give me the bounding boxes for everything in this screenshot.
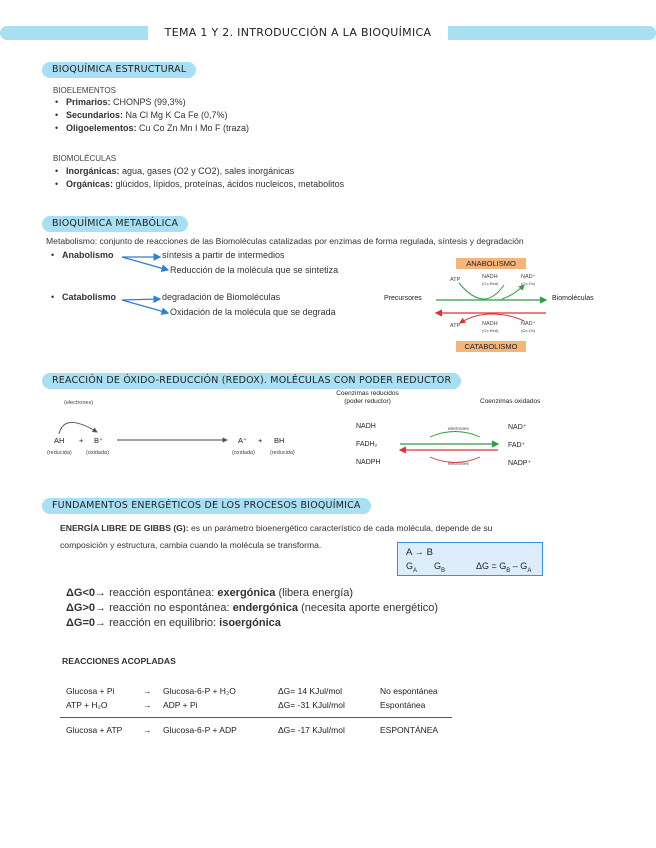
- reducida-1: (reducida): [47, 450, 72, 456]
- catabolismo-label: CATABOLISMO: [456, 341, 526, 352]
- reaction-result: ESPONTÁNEA: [380, 725, 439, 735]
- catabolism-curve: [460, 314, 524, 323]
- biomoleculas-label: Biomoléculas: [552, 295, 594, 302]
- oxidados-header: Coenzimas oxidados: [480, 398, 541, 405]
- reaction-right: Glucosa-6-P + H₂O: [163, 686, 236, 696]
- title-banner: [0, 24, 656, 42]
- coenzyme-oxidized: NAD⁺: [508, 424, 527, 431]
- reducida-2: (reducida): [270, 450, 295, 456]
- condition-isoergonic: ΔG=0→ reacción en equilibrio: isoergónica: [66, 617, 281, 629]
- plus-2: +: [258, 436, 263, 445]
- metabolismo-definition: Metabolismo: conjunto de reacciones de las Biomoléculas catalizadas por enzimas de forma regulada, síntesis y degradación: [46, 236, 524, 246]
- coenzyme-reduced: NADPH: [356, 459, 381, 466]
- oxidada-2: (oxidada): [232, 450, 255, 456]
- electron-out-curve: [430, 432, 480, 438]
- nadh-bottom: NADH: [482, 321, 498, 327]
- reaction-right: ADP + Pi: [163, 700, 198, 710]
- nad-top: NAD⁺: [521, 274, 536, 280]
- anabolismo-label: ANABOLISMO: [456, 258, 526, 269]
- plus-1: +: [79, 436, 84, 445]
- section-header-metabolica: BIOQUÍMICA METABÓLICA: [42, 216, 188, 232]
- reaction-dg: ΔG= 14 KJul/mol: [278, 686, 343, 696]
- biomolecula-item: Inorgánicas: agua, gases (O2 y CO2), sales inorgánicas: [66, 166, 295, 176]
- redox-left-arrows: [42, 398, 312, 463]
- bioelementos-label: BIOELEMENTOS: [53, 86, 116, 95]
- reaction-left: ATP + H₂O: [66, 700, 108, 710]
- reaction-right: Glucosa-6-P + ADP: [163, 725, 237, 735]
- coenzyme-oxidized: FAD⁺: [508, 442, 526, 449]
- metabolism-arrows: [384, 255, 610, 355]
- arrow-catabolismo-a: [122, 299, 160, 300]
- anabolismo-b: Reducción de la molécula que se sintetiza: [170, 265, 339, 275]
- biomoleculas-label: BIOMOLÉCULAS: [53, 154, 117, 163]
- reaction-left: Glucosa + ATP: [66, 725, 123, 735]
- electron-in-curve: [430, 457, 480, 463]
- electrones-label: (electrones): [64, 400, 94, 406]
- nad-bottom-sub: (Co-Ox): [521, 328, 536, 333]
- delta-g-formula: $\Delta G = G_B - G_A$: [476, 561, 532, 574]
- oxidada-1: (oxidada): [86, 450, 109, 456]
- biomolecula-item: Orgánicas: glúcidos, lípidos, proteínas, ácidos nucleicos, metabolitos: [66, 179, 345, 189]
- condition-endergonic: ΔG>0→ reacción no espontánea: endergónica (necesita aporte energético): [66, 602, 439, 614]
- section-header-energeticos: FUNDAMENTOS ENERGÉTICOS DE LOS PROCESOS BIOQUÍMICA: [42, 498, 371, 514]
- electrones-bottom: electrones: [448, 461, 469, 466]
- catabolismo-a: degradación de Biomoléculas: [162, 292, 281, 302]
- divider-line: [60, 717, 452, 718]
- section-header-redox: REACCIÓN DE ÓXIDO-REDUCCIÓN (REDOX). MOLÉCULAS CON PODER REDUCTOR: [42, 373, 461, 389]
- anabolismo-a: síntesis a partir de intermedios: [162, 250, 285, 260]
- coenzyme-reduced: FADH₂: [356, 441, 378, 448]
- coenzymes-diagram: [330, 390, 570, 470]
- anabolism-nad-curve: [502, 285, 524, 299]
- anabolism-atp-curve: [459, 283, 504, 299]
- nadh-bottom-sub: (Co-Red): [482, 328, 499, 333]
- anabolismo-item: Anabolismo: [62, 250, 114, 260]
- blue-branch-arrows: [120, 245, 180, 320]
- a-label: A⁺: [238, 436, 247, 445]
- reaction-arrow: →: [143, 700, 152, 710]
- section-header-estructural: BIOQUÍMICA ESTRUCTURAL: [42, 62, 196, 78]
- metabolism-diagram: [384, 255, 610, 355]
- atp-top: ATP: [450, 277, 461, 283]
- reaction-dg: ΔG= -17 KJul/mol: [278, 725, 345, 735]
- electrones-top: electrones: [448, 426, 469, 431]
- gibbs-line-2: composición y estructura, cambia cuando la molécula se transforma.: [60, 540, 322, 550]
- bioelemento-item: Secundarios: Na Cl Mg K Ca Fe (0,7%): [66, 110, 228, 120]
- reaction-arrow: →: [143, 686, 152, 696]
- bh-label: BH: [274, 436, 285, 445]
- coenzyme-oxidized: NADP⁺: [508, 460, 532, 467]
- gibbs-line-1: ENERGÍA LIBRE DE GIBBS (G): es un parámetro bioenergético característico de cada molécula, depende de su: [60, 523, 493, 533]
- electron-transfer-arrow: [59, 422, 97, 434]
- arrow-catabolismo-b: [122, 300, 168, 313]
- nadh-top-sub: (Co-Red): [482, 281, 499, 286]
- gibbs-formula-box: [397, 542, 543, 576]
- reaction-dg: ΔG= -31 KJul/mol: [278, 700, 345, 710]
- reaction-result: No espontánea: [380, 686, 438, 696]
- acopladas-header: REACCIONES ACOPLADAS: [62, 656, 176, 666]
- coenzyme-reduced: NADH: [356, 423, 376, 430]
- nad-bottom: NAD⁺: [521, 321, 536, 327]
- atp-bottom: ATP: [450, 323, 461, 329]
- redox-left-diagram: [42, 398, 312, 463]
- bioelemento-item: Primarios: CHONPS (99,3%): [66, 97, 186, 107]
- bioelemento-item: Oligoelementos: Cu Co Zn Mn I Mo F (traza): [66, 123, 250, 133]
- reaction-left: Glucosa + Pi: [66, 686, 115, 696]
- b-label: B⁺: [94, 436, 103, 445]
- ga-label: $G_A$: [406, 561, 418, 574]
- gb-label: $G_B$: [434, 561, 446, 574]
- nad-top-sub: (Co-Ox): [521, 281, 536, 286]
- nadh-top: NADH: [482, 274, 498, 280]
- catabolismo-item: Catabolismo: [62, 292, 117, 302]
- reaction-a-to-b: A → B: [406, 547, 433, 558]
- catabolismo-b: Oxidación de la molécula que se degrada: [170, 307, 336, 317]
- condition-exergonic: ΔG<0→ reacción espontánea: exergónica (libera energía): [66, 587, 354, 599]
- reaction-result: Espontánea: [380, 700, 426, 710]
- page-title: TEMA 1 Y 2. INTRODUCCIÓN A LA BIOQUÍMICA: [148, 24, 448, 42]
- reaction-arrow: →: [143, 725, 152, 735]
- coenzyme-arrows: [330, 390, 570, 470]
- precursores-label: Precursores: [384, 295, 422, 302]
- arrow-anabolismo-b: [122, 257, 168, 270]
- reducidos-header: Coenzimas reducidos (poder reductor): [336, 390, 399, 405]
- ah-label: AH: [54, 436, 65, 445]
